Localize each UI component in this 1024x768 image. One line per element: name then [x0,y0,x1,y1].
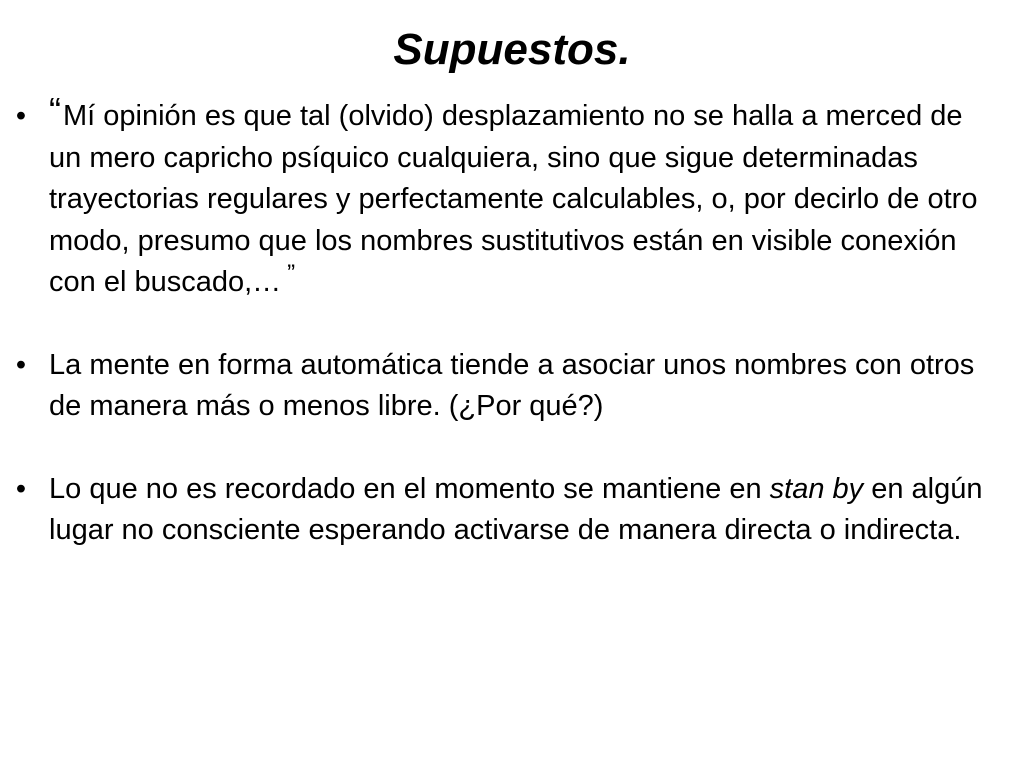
close-quote: ” [287,260,296,287]
bullet-text: La mente en forma automática tiende a asociar unos nombres con otros de manera más o menos libre. (¿Por qué?) [49,348,975,422]
bullet-icon: • [15,100,27,132]
bullet-item-quote [0,90,1000,304]
bullet-icon: • [15,472,27,505]
bullet-list [0,90,1000,552]
bullet-italic-by: by [832,472,864,505]
bullet-italic-stan: stan [769,472,825,505]
bullet-text: Mí opinión es que tal (olvido) desplazamiento no se halla a merced de un mero capricho psíquico cualquiera, sino que sigue determinadas trayectorias regulares y perfectamente calculables, o, por decirlo de otro modo, presumo que los nombres sustitutivos están en visible conexión con el buscado,… [49,100,978,298]
slide-title: Supuestos. [393,25,631,74]
bullet-text-before: Lo que no es recordado en el momento se mantiene en [49,472,770,505]
bullet-item-standby [0,469,1000,552]
open-quote: “ [49,90,61,131]
bullet-text-after: en algún lugar no consciente esperando activarse de manera directa o indirecta. [49,472,983,546]
bullet-item-mind [0,345,1000,428]
bullet-icon: • [15,348,27,381]
